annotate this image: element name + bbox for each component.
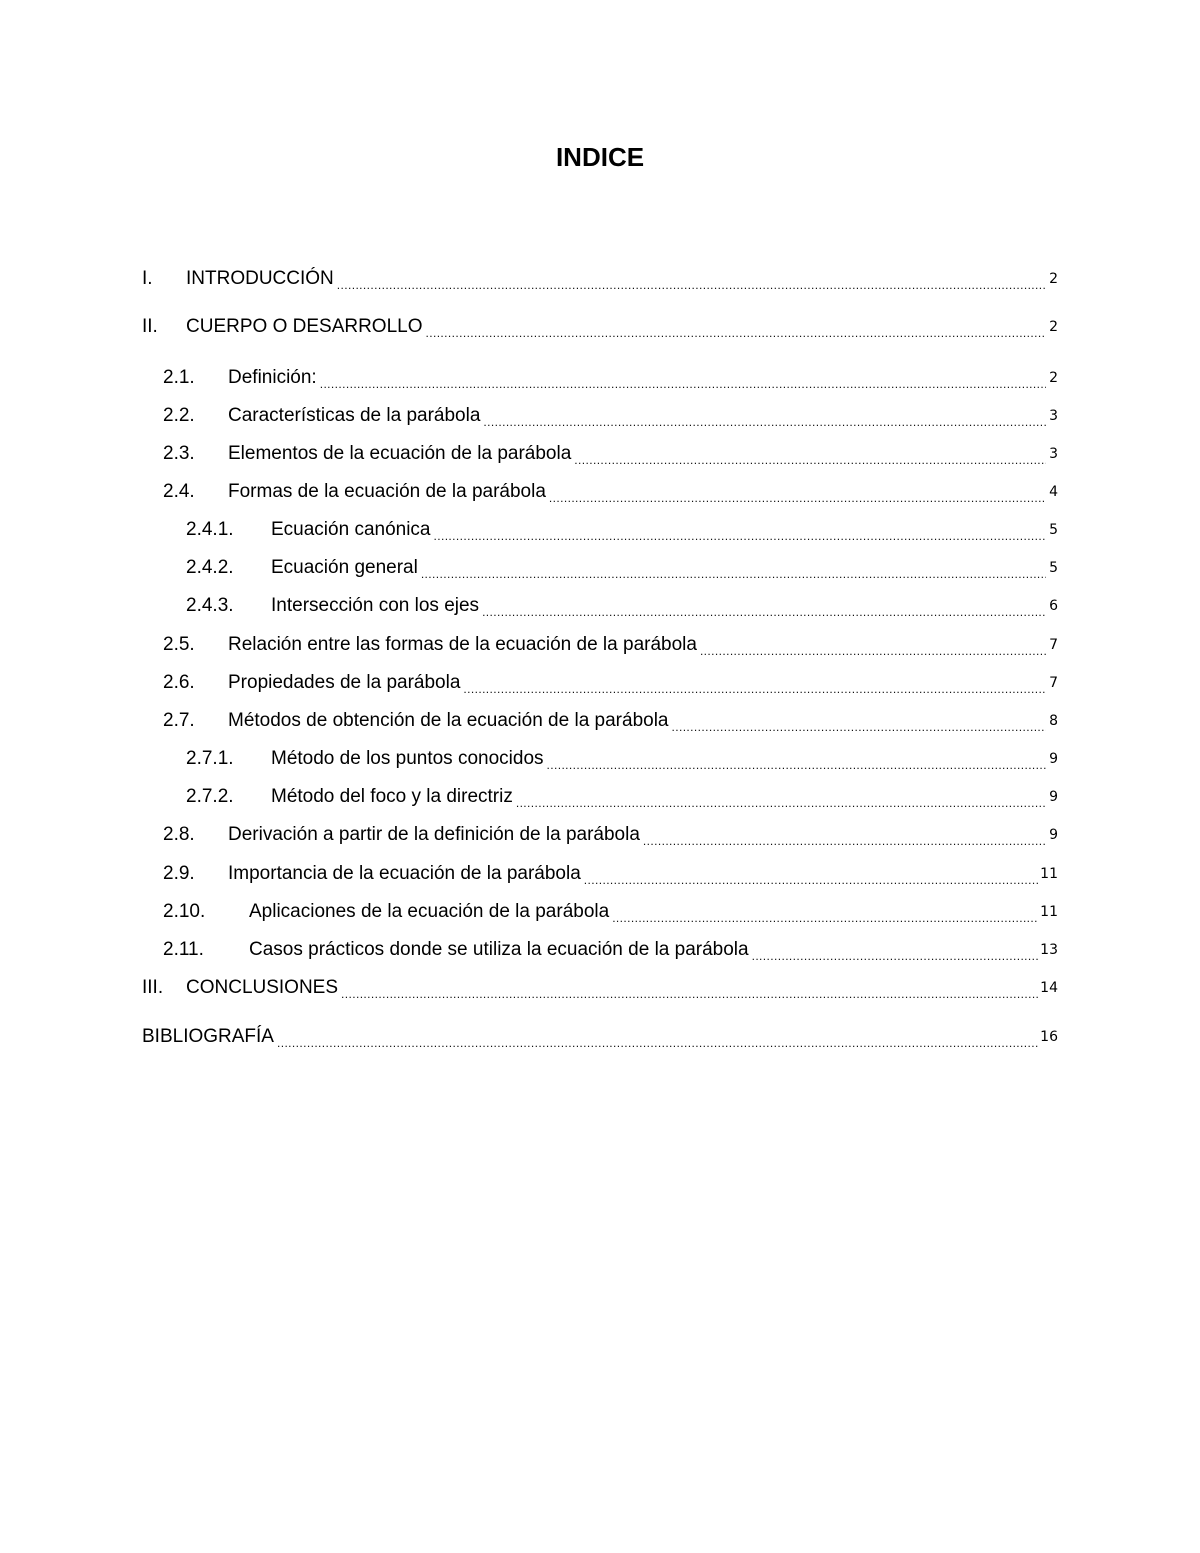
toc-entry-page: 6: [1049, 598, 1058, 614]
toc-entry-number: 2.6.: [163, 672, 195, 693]
toc-entry-label: Definición:: [228, 367, 317, 388]
toc-entry-number: 2.1.: [163, 367, 195, 388]
toc-entry-label: Método del foco y la directriz: [271, 786, 513, 807]
toc-entry-number: 2.8.: [163, 824, 195, 845]
toc-entry-page: 14: [1040, 980, 1058, 996]
toc-entry-2-7[interactable]: [163, 708, 1058, 734]
dot-leader: [516, 789, 1046, 811]
toc-entry-page: 2: [1049, 370, 1058, 386]
toc-entry-page: 7: [1049, 637, 1058, 653]
toc-entry-label: Propiedades de la parábola: [228, 672, 461, 693]
toc-entry-number: 2.4.: [163, 481, 195, 502]
toc-entry-page: 9: [1049, 751, 1058, 767]
toc-entry-2-9[interactable]: [163, 861, 1058, 887]
toc-entry-2-4-1[interactable]: [186, 517, 1058, 543]
toc-entry-page: 11: [1040, 866, 1058, 882]
toc-entry-page: 2: [1049, 271, 1058, 287]
dot-leader: [277, 1029, 1038, 1051]
toc-entry-label: BIBLIOGRAFÍA: [142, 1026, 274, 1047]
toc-entry-number: 2.11.: [163, 939, 204, 960]
toc-entry-page: 3: [1049, 446, 1058, 462]
toc-entry-2-10[interactable]: [163, 899, 1058, 925]
toc-entry-number: 2.5.: [163, 634, 195, 655]
toc-entry-label: INTRODUCCIÓN: [186, 268, 334, 289]
toc-entry-page: 13: [1040, 942, 1058, 958]
toc-entry-2-7-1[interactable]: [186, 746, 1058, 772]
toc-entry-bibliografia[interactable]: [142, 1024, 1058, 1050]
toc-entry-label: Importancia de la ecuación de la parábola: [228, 863, 581, 884]
toc-entry-number: I.: [142, 268, 153, 289]
dot-leader: [672, 713, 1047, 735]
toc-entry-label: CUERPO O DESARROLLO: [186, 316, 423, 337]
toc-entry-page: 5: [1049, 560, 1058, 576]
dot-leader: [434, 522, 1047, 544]
toc-entry-label: Características de la parábola: [228, 405, 481, 426]
toc-entry-page: 2: [1049, 319, 1058, 335]
toc-entry-label: Formas de la ecuación de la parábola: [228, 481, 546, 502]
dot-leader: [421, 560, 1046, 582]
toc-entry-2-7-2[interactable]: [186, 784, 1058, 810]
toc-entry-conclusiones[interactable]: [142, 975, 1058, 1001]
toc-entry-number: 2.7.1.: [186, 748, 234, 769]
toc-entry-page: 9: [1049, 789, 1058, 805]
toc-entry-label: Relación entre las formas de la ecuación de la parábola: [228, 634, 697, 655]
toc-entry-2-2[interactable]: [163, 403, 1058, 429]
toc-entry-label: Aplicaciones de la ecuación de la parábola: [249, 901, 610, 922]
toc-entry-label: Ecuación general: [271, 557, 418, 578]
toc-entry-2-8[interactable]: [163, 822, 1058, 848]
toc-entry-2-5[interactable]: [163, 632, 1058, 658]
dot-leader: [337, 271, 1046, 293]
toc-entry-number: 2.10.: [163, 901, 206, 922]
dot-leader: [463, 675, 1046, 697]
toc-entry-number: 2.4.1.: [186, 519, 234, 540]
toc-entry-number: 2.2.: [163, 405, 195, 426]
toc-entry-label: Elementos de la ecuación de la parábola: [228, 443, 572, 464]
dot-leader: [612, 904, 1038, 926]
toc-entry-number: III.: [142, 977, 164, 998]
toc-entry-page: 7: [1049, 675, 1058, 691]
dot-leader: [549, 484, 1046, 506]
dot-leader: [341, 980, 1038, 1002]
toc-entry-number: 2.7.2.: [186, 786, 234, 807]
dot-leader: [426, 319, 1047, 341]
toc-entry-number: 2.7.: [163, 710, 195, 731]
toc-entry-number: II.: [142, 316, 158, 337]
toc-entry-2-4-2[interactable]: [186, 555, 1058, 581]
dot-leader: [584, 866, 1038, 888]
toc-entry-page: 4: [1049, 484, 1058, 500]
toc-entry-page: 5: [1049, 522, 1058, 538]
toc-entry-cuerpo[interactable]: [142, 314, 1058, 340]
toc-entry-2-6[interactable]: [163, 670, 1058, 696]
toc-entry-page: 9: [1049, 827, 1058, 843]
toc-entry-page: 11: [1040, 904, 1058, 920]
toc-entry-2-4-3[interactable]: [186, 593, 1058, 619]
toc-entry-2-1[interactable]: [163, 365, 1058, 391]
toc-entry-label: CONCLUSIONES: [186, 977, 339, 998]
toc-entry-number: 2.3.: [163, 443, 195, 464]
toc-entry-label: Casos prácticos donde se utiliza la ecuación de la parábola: [249, 939, 749, 960]
dot-leader: [752, 942, 1039, 964]
toc-entry-label: Método de los puntos conocidos: [271, 748, 544, 769]
dot-leader: [320, 370, 1046, 392]
dot-leader: [643, 827, 1046, 849]
dot-leader: [700, 637, 1046, 659]
toc-entry-page: 8: [1049, 713, 1058, 729]
toc-entry-label: Métodos de obtención de la ecuación de la parábola: [228, 710, 669, 731]
toc-entry-page: 16: [1040, 1029, 1058, 1045]
page-title: INDICE: [555, 142, 645, 172]
toc-entry-label: Derivación a partir de la definición de la parábola: [228, 824, 640, 845]
dot-leader: [574, 446, 1046, 468]
toc-entry-2-4[interactable]: [163, 479, 1058, 505]
dot-leader: [482, 598, 1046, 620]
toc-entry-number: 2.9.: [163, 863, 195, 884]
toc-entry-number: 2.4.3.: [186, 595, 234, 616]
dot-leader: [547, 751, 1046, 773]
toc-entry-number: 2.4.2.: [186, 557, 234, 578]
toc-entry-2-11[interactable]: [163, 937, 1058, 963]
toc-entry-introduccion[interactable]: [142, 266, 1058, 292]
toc-entry-2-3[interactable]: [163, 441, 1058, 467]
toc-entry-page: 3: [1049, 408, 1058, 424]
toc-entry-label: Ecuación canónica: [271, 519, 431, 540]
toc-entry-label: Intersección con los ejes: [271, 595, 480, 616]
dot-leader: [483, 408, 1046, 430]
